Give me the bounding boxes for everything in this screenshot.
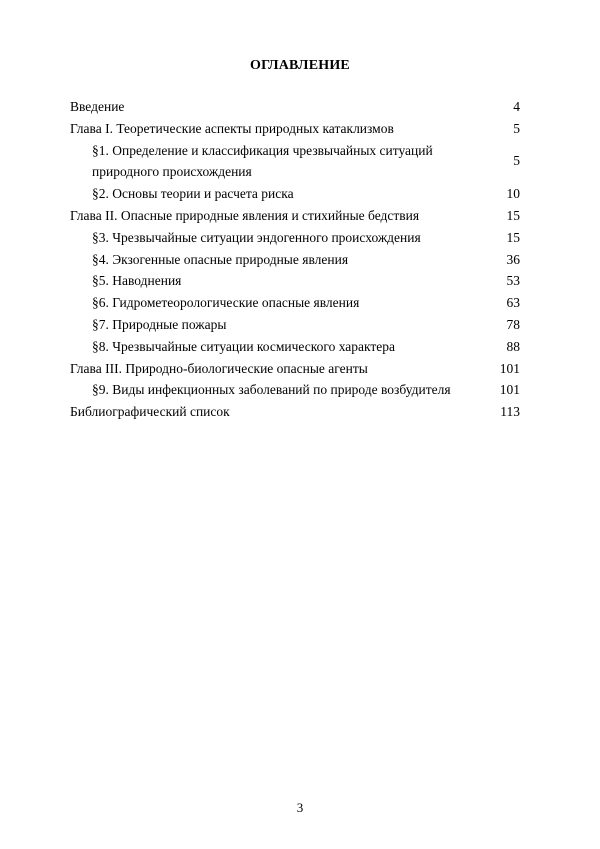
toc-entry-label: §2. Основы теории и расчета риска xyxy=(92,186,294,202)
toc-entry-label: Глава I. Теоретические аспекты природных катаклизмов xyxy=(70,120,394,136)
toc-entry-page: 15 xyxy=(506,207,520,223)
page-number: 3 xyxy=(296,800,304,815)
toc-entry-label: Глава II. Опасные природные явления и стихийные бедствия xyxy=(70,207,420,223)
toc-entry-chapter-2 xyxy=(70,205,530,227)
toc-entry-label: §1. Определение и классификация чрезвычайных ситуаций природного происхождения xyxy=(92,142,433,180)
toc-entry-section-9 xyxy=(70,379,530,401)
toc-entry-section-8 xyxy=(70,336,530,358)
toc-entry-label: §6. Гидрометеорологические опасные явления xyxy=(92,295,360,311)
toc-entry-bibliography xyxy=(70,401,530,423)
toc-entry-label: §5. Наводнения xyxy=(92,273,182,289)
toc-entry-page: 101 xyxy=(499,360,520,376)
toc-entry-section-5 xyxy=(70,270,530,292)
toc-entry-label: Глава III. Природно-биологические опасные агенты xyxy=(70,360,368,376)
toc-entry-page: 101 xyxy=(499,382,520,398)
toc-entry-page: 15 xyxy=(506,229,520,245)
toc-entry-page: 5 xyxy=(513,152,520,168)
toc-entry-page: 4 xyxy=(513,99,520,114)
toc-entry-section-3 xyxy=(70,227,530,249)
toc-entry-page: 78 xyxy=(506,316,520,332)
toc-entry-label: §8. Чрезвычайные ситуации космического характера xyxy=(92,338,396,354)
toc-entry-section-1 xyxy=(70,140,530,184)
toc-entry-label: §3. Чрезвычайные ситуации эндогенного происхождения xyxy=(92,229,421,245)
toc-entry-section-6 xyxy=(70,292,530,314)
toc-entry-label: §4. Экзогенные опасные природные явления xyxy=(92,251,349,267)
toc-entry-page: 113 xyxy=(500,404,520,420)
toc-entry-label: §9. Виды инфекционных заболеваний по природе возбудителя xyxy=(92,382,451,398)
toc-entry-page: 5 xyxy=(513,120,520,136)
toc-entry-page: 63 xyxy=(506,295,520,311)
table-of-contents xyxy=(70,96,530,423)
toc-entry-label: Библиографический список xyxy=(70,404,230,420)
toc-entry-page: 10 xyxy=(506,186,520,202)
page-title: ОГЛАВЛЕНИЕ xyxy=(250,58,350,73)
toc-entry-section-7 xyxy=(70,314,530,336)
toc-entry-label: Введение xyxy=(70,99,125,114)
toc-entry-chapter-3 xyxy=(70,358,530,380)
toc-entry-page: 88 xyxy=(506,338,520,354)
toc-entry-page: 53 xyxy=(506,273,520,289)
toc-entry-chapter-1 xyxy=(70,118,530,140)
toc-entry-section-4 xyxy=(70,249,530,271)
toc-entry-section-2 xyxy=(70,183,530,205)
toc-entry-page: 36 xyxy=(506,251,520,267)
toc-entry-label: §7. Природные пожары xyxy=(92,316,227,332)
toc-entry-introduction xyxy=(70,96,530,118)
